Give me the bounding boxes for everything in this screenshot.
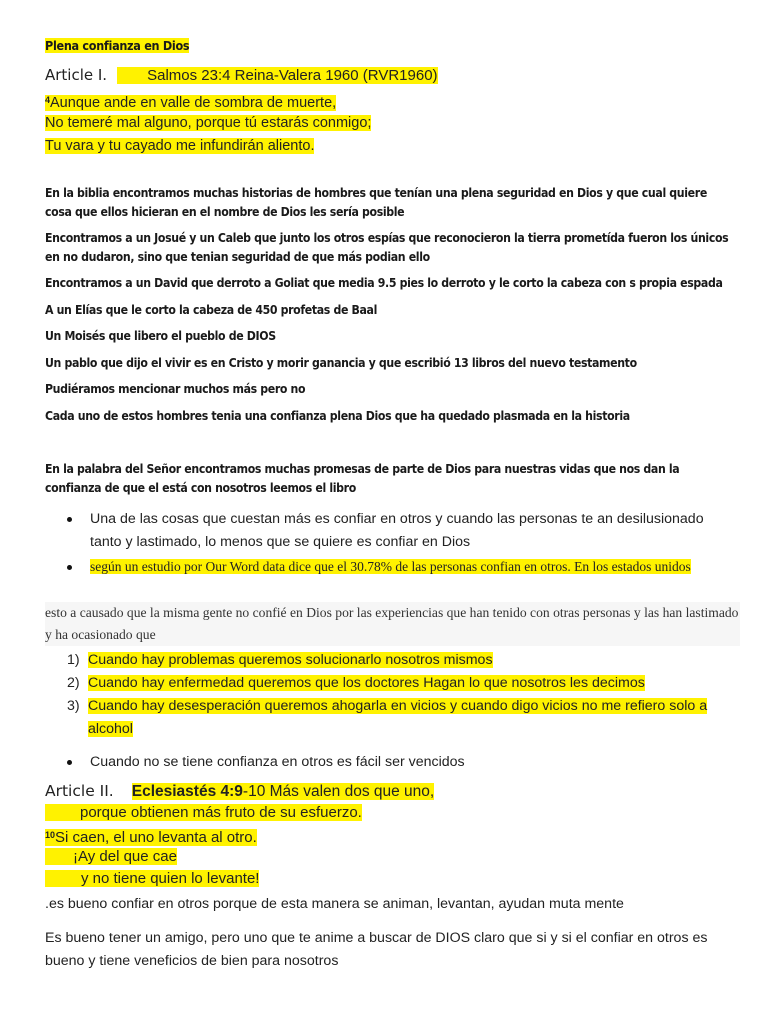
verse-line: ¡Ay del que cae [45, 848, 177, 865]
article-2-heading: Article II. Eclesiastés 4:9-10 Más valen dos que uno, [45, 782, 435, 800]
list-item: 2) Cuando hay enfermedad queremos que los doctores Hagan lo que nosotros les decimos [67, 675, 645, 691]
paragraph: Encontramos a un Josué y un Caleb que junto los otros espías que reconocieron la tierra prometída fueron los únicos en no dudaron, sino que tenian seguridad de que más podian ello [45, 231, 729, 264]
paragraph-promises: En la palabra del Señor encontramos muchas promesas de parte de Dios para nuestras vidas que nos dan la confianza de que el está con nosotros leemos el libro [45, 462, 680, 495]
verse-number: 10 [45, 830, 56, 840]
verse-line: porque obtienen más fruto de su esfuerzo. [45, 804, 362, 821]
article-2-reference: Eclesiastés 4:9 [131, 783, 243, 800]
verse-line: Aunque ande en valle de sombra de muerte, [50, 95, 337, 111]
bullet-list [45, 751, 735, 774]
page-title: Plena confianza en Dios [45, 38, 190, 53]
list-item: según un estudio por Our Word data dice que el 30.78% de las personas confian en otros. En los estados unidos [45, 556, 735, 578]
verse-number: 4 [45, 95, 51, 105]
paragraph: Un Moisés que libero el pueblo de DIOS [45, 329, 276, 343]
paragraph: Pudiéramos mencionar muchos más pero no [45, 382, 306, 396]
serif-paragraph: esto a causado que la misma gente no confié en Dios por las experiencias que han tenido con otras personas y las han lastimado y ha ocasionado que [45, 602, 740, 646]
paragraph: Un pablo que dijo el vivir es en Cristo y morir ganancia y que escribió 13 libros del nuevo testamento [45, 356, 637, 370]
closing-paragraph: Es bueno tener un amigo, pero uno que te anime a buscar de DIOS claro que si y si el confiar en otros es bueno y tiene veneficios de bien para nosotros [45, 930, 708, 969]
list-item: Cuando no se tiene confianza en otros es fácil ser vencidos [45, 751, 735, 774]
bullet-list [45, 508, 735, 578]
verse-line: y no tiene quien lo levante! [45, 870, 259, 887]
paragraph: Encontramos a un David que derroto a Goliat que media 9.5 pies lo derroto y le corto la cabeza con s propia espada [45, 276, 723, 290]
article-1-heading [45, 66, 438, 84]
article-1-reference: Salmos 23:4 Reina-Valera 1960 (RVR1960) [117, 67, 437, 84]
verse-line: Tu vara y tu cayado me infundirán aliento. [45, 138, 315, 154]
article-2-label: Article II. [45, 782, 114, 800]
bullet-icon [67, 565, 72, 570]
closing-paragraph: .es bueno confiar en otros porque de esta manera se animan, levantan, ayudan muta mente [45, 896, 624, 912]
article-1-label: Article I. [45, 66, 108, 84]
list-item: 3) Cuando hay desesperación queremos ahogarla en vicios y cuando digo vicios no me refiero solo a alcohol [67, 698, 708, 737]
paragraph: En la biblia encontramos muchas historias de hombres que tenían una plena seguridad en Dios y que cual quiere cosa que ellos hicieran en el nombre de Dios les sería posible [45, 186, 707, 219]
verse-line: No temeré mal alguno, porque tú estarás conmigo; [45, 115, 372, 131]
bullet-icon [67, 517, 72, 522]
psalm-verse [45, 89, 371, 158]
ecclesiastes-verse: porque obtienen más fruto de su esfuerzo. $^{10}$Si caen, el uno levanta al otro. ¡Ay del que cae y no tiene quien lo levante! [45, 804, 362, 887]
paragraph: A un Elías que le corto la cabeza de 450 profetas de Baal [45, 303, 378, 317]
list-item: 1) Cuando hay problemas queremos solucionarlo nosotros mismos [67, 652, 493, 668]
numbered-list [45, 649, 735, 741]
list-item: Una de las cosas que cuestan más es confiar en otros y cuando las personas te an desilusionado tanto y lastimado, lo menos que se quiere es confiar en Dios [45, 508, 735, 554]
bullet-icon [67, 760, 72, 765]
paragraph: Cada uno de estos hombres tenia una confianza plena Dios que ha quedado plasmada en la historia [45, 409, 630, 423]
